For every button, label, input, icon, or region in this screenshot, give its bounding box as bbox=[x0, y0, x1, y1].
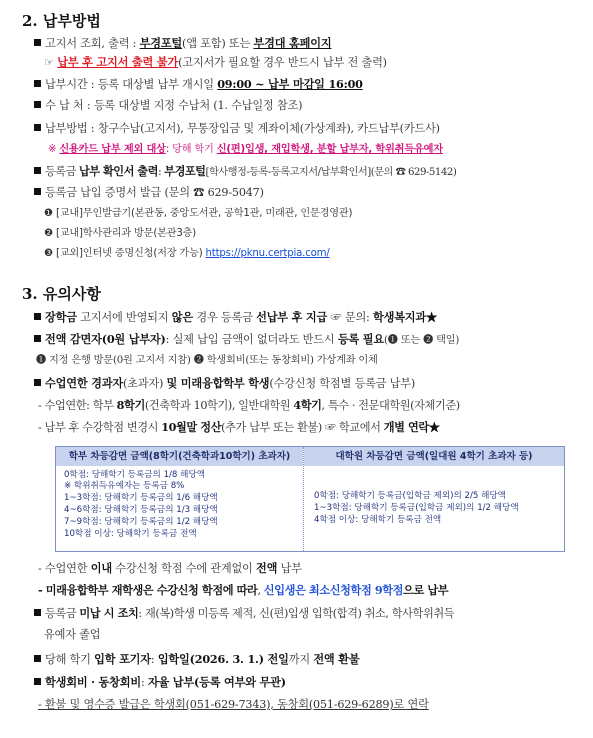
line-excess-semester: 수업연한 경과자(초과자) 및 미래융합학부 학생(수강신청 학점별 등록금 납부) bbox=[34, 375, 415, 392]
line-full-exemption: 전액 감면자(0원 납부자): 실제 납입 금액이 없더라도 반드시 등록 필요(❶ 또는 ❷ 택일) bbox=[34, 331, 459, 349]
bullet-square-icon bbox=[34, 101, 41, 108]
option-kiosk: ❶ [교내]무인발급기(본관동, 중앙도서관, 공학1관, 미래관, 인문경영관) bbox=[44, 208, 353, 219]
bullet-square-icon bbox=[34, 167, 41, 174]
line-scholarship: 장학금 고지서에 반영되지 않은 경우 등록금 선납부 후 지급 ☞ 문의: 학생복지과★ bbox=[34, 309, 437, 326]
table-row: 0학점: 당해학기 등록금(입학금 제외)의 2/5 해당액 bbox=[314, 491, 506, 501]
bullet-square-icon bbox=[34, 313, 41, 320]
bullet-square-icon bbox=[34, 188, 41, 195]
bullet-square-icon bbox=[34, 655, 41, 662]
line-no-print-after-pay: ☞ 납부 후 고지서 출력 불가(고지서가 필요할 경우 반드시 납부 전 출력) bbox=[44, 55, 387, 69]
table-row: 0학점: 당해학기 등록금의 1/8 해당액 bbox=[64, 470, 206, 480]
line-student-fees: 학생회비 · 동창회비: 자율 납부(등록 여부와 무관) bbox=[34, 674, 286, 691]
bullet-square-icon bbox=[34, 335, 41, 342]
line-card-exclusion: ※ 신용카드 납부 제외 대상: 당해 학기 신(편)입생, 재입학생, 분할 납부자, 학위취득유예자 bbox=[48, 144, 443, 155]
table-row: 4학점 이상: 당해학기 등록금 전액 bbox=[314, 515, 442, 525]
line-credit-change: - 납부 후 수강학점 변경시 10월말 정산(추가 납부 또는 환불) ☞ 학교에서 개별 연락★ bbox=[38, 420, 440, 434]
table-row: 4~6학점: 당해학기 등록금의 1/3 해당액 bbox=[64, 505, 218, 515]
option-visit-office: ❷ [교내]학사관리과 방문(본관3층) bbox=[44, 228, 197, 239]
table-header-graduate: 대학원 차등감면 금액(일대원 4학기 초과자 등) bbox=[304, 447, 564, 466]
table-row: 7~9학점: 당해학기 등록금의 1/2 해당액 bbox=[64, 517, 218, 527]
line-bill-lookup: 고지서 조회, 출력 : 부경포털(앱 포함) 또는 부경대 홈페이지 bbox=[34, 35, 331, 52]
bullet-square-icon bbox=[34, 39, 41, 46]
line-within-period: - 수업연한 이내 수강신청 학점 수에 관계없이 전액 납부 bbox=[38, 561, 302, 575]
line-payment-ways: 납부방법 : 창구수납(고지서), 무통장입금 및 계좌이체(가상계좌), 카드납부(카드사) bbox=[34, 121, 440, 137]
line-unpaid-action-cont: 유예자 졸업 bbox=[44, 628, 101, 641]
line-payment-confirmation: 등록금 납부 확인서 출력: 부경포털[학사행정-등록-등록고지서/납부확인서](문의 ☎ 629-5142) bbox=[34, 163, 456, 181]
option-online: ❸ [교외]인터넷 증명신청(저장 가능) https://pknu.certpia.com/ bbox=[44, 248, 330, 259]
certpia-link[interactable]: https://pknu.certpia.com/ bbox=[205, 248, 330, 259]
line-unpaid-action: 등록금 미납 시 조치: 재(복)학생 미등록 제적, 신(편)입생 입학(합격) 취소, 학사학위취득 bbox=[34, 605, 454, 622]
line-payment-time: 납부시간 : 등록 대상별 납부 개시일 09:00 ~ 납부 마감일 16:00 bbox=[34, 76, 363, 93]
section-title-notes: 3. 유의사항 bbox=[22, 285, 101, 303]
line-future-convergence: - 미래융합학부 재학생은 수강신청 학점에 따라, 신입생은 최소신청학점 9학점으로 납부 bbox=[38, 583, 449, 597]
line-study-period: - 수업연한: 학부 8학기(건축학과 10학기), 일반대학원 4학기, 특수 · 전문대학원(자체기준) bbox=[38, 398, 460, 412]
bullet-square-icon bbox=[34, 379, 41, 386]
table-header-undergrad: 학부 차등감면 금액(8학기(건축학과10학기) 초과자) bbox=[56, 447, 303, 466]
line-payment-certificate: 등록금 납입 증명서 발급 (문의 ☎ 629-5047) bbox=[34, 185, 264, 201]
line-exemption-options: ❶ 지정 은행 방문(0원 고지서 지참) ❷ 학생회비(또는 동창회비) 가상계좌 이체 bbox=[36, 355, 378, 366]
table-row: 10학점 이상: 당해학기 등록금 전액 bbox=[64, 529, 197, 539]
bullet-square-icon bbox=[34, 609, 41, 616]
pointing-hand-icon: ☞ bbox=[44, 56, 54, 69]
line-refund-contact: - 환불 및 영수증 발급은 학생회(051-629-7343), 동창회(051-629-6289)로 연락 bbox=[38, 698, 429, 711]
bullet-square-icon bbox=[34, 678, 41, 685]
reduction-table bbox=[55, 446, 565, 552]
table-row: 1~3학점: 당해학기 등록금의 1/6 해당액 bbox=[64, 493, 218, 503]
line-admission-withdrawal: 당해 학기 입학 포기자: 입학일(2026. 3. 1.) 전일까지 전액 환불 bbox=[34, 651, 359, 668]
line-receiving-place: 수 납 처 : 등록 대상별 지정 수납처 (1. 수납일정 참조) bbox=[34, 98, 302, 114]
table-row: ※ 학위취득유예자는 등록금 8% bbox=[64, 481, 185, 491]
table-divider bbox=[303, 447, 304, 551]
table-row: 1~3학점: 당해학기 등록금(입학금 제외)의 1/2 해당액 bbox=[314, 503, 519, 513]
bullet-square-icon bbox=[34, 124, 41, 131]
bullet-square-icon bbox=[34, 80, 41, 87]
section-title-payment-method: 2. 납부방법 bbox=[22, 12, 101, 30]
